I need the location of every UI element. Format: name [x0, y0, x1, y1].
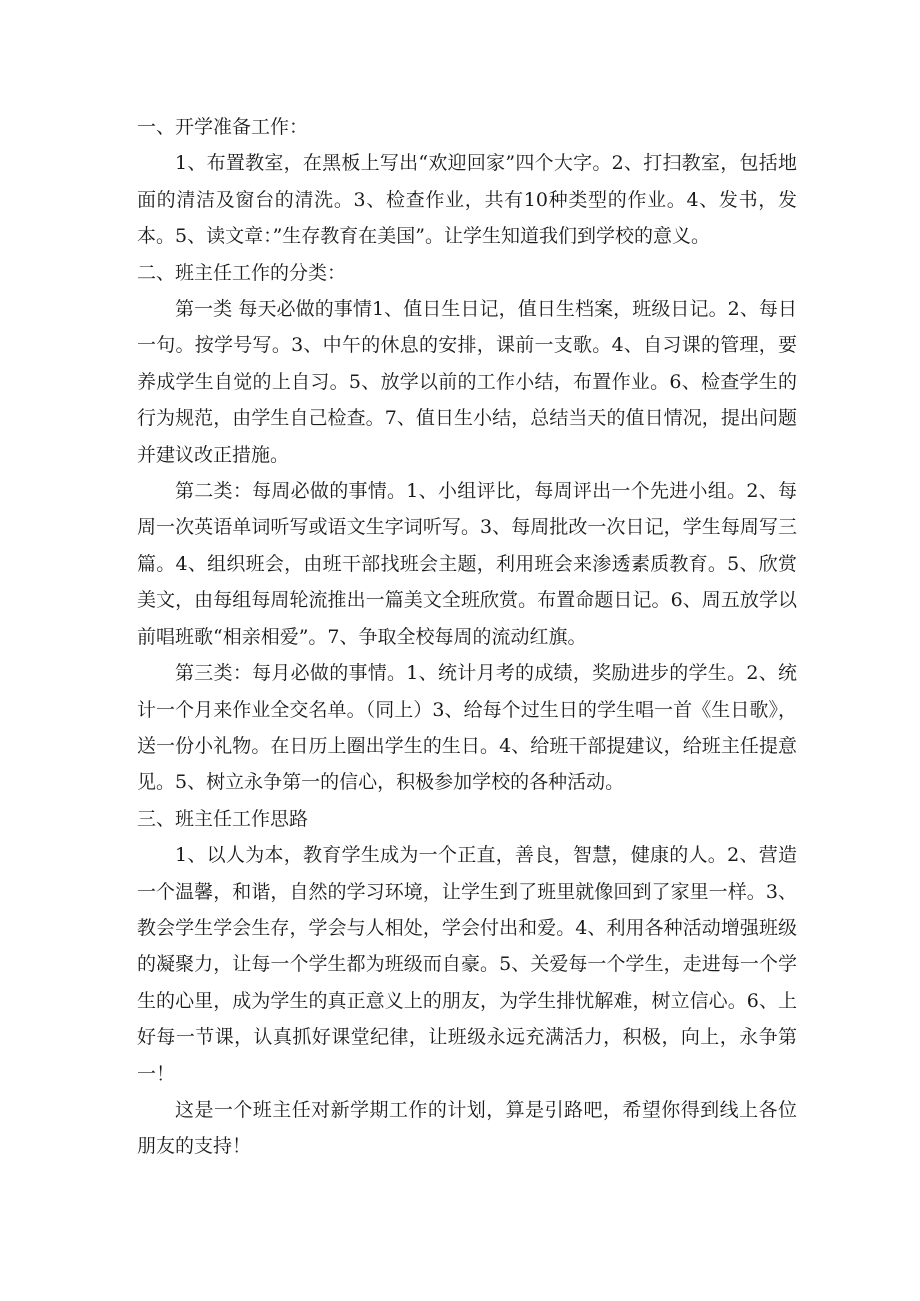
document-body — [137, 109, 797, 1165]
section-heading-classification: 二、班主任工作的分类： — [137, 261, 347, 284]
category-monthly-paragraph: 第三类：每月必做的事情。1、统计月考的成绩，奖励进步的学生。2、统计一个月来作业全交名单。（同上）3、给每个过生日的学生唱一首《生日歌》，送一份小礼物。在日历上圈出学生的生日。4、给班干部提建议，给班主任提意见。5、树立永争第一的信心，积极参加学校的各种活动。 — [137, 662, 797, 794]
category-daily-paragraph: 第一类 每天必做的事情1、值日生日记，值日生档案，班级日记。2、每日一句。按学号写。3、中午的休息的安排，课前一支歌。4、自习课的管理，要养成学生自觉的上自习。5、放学以前的工作小结，布置作业。6、检查学生的行为规范，由学生自己检查。7、值日生小结，总结当天的值日情况，提出问题并建议改正措施。 — [137, 298, 797, 466]
section-heading-preparation: 一、开学准备工作： — [137, 116, 309, 138]
closing-paragraph: 这是一个班主任对新学期工作的计划，算是引路吧，希望你得到线上各位朋友的支持！ — [137, 1098, 797, 1158]
approach-paragraph: 1、以人为本，教育学生成为一个正直，善良，智慧，健康的人。2、营造一个温馨，和谐，自然的学习环境，让学生到了班里就像回到了家里一样。3、教会学生学会生存，学会与人相处，学会付出和爱。4、利用各种活动增强班级的凝聚力，让每一个学生都为班级而自豪。5、关爱每一个学生，走进每一个学生的心里，成为学生的真正意义上的朋友，为学生排忧解难，树立信心。6、上好每一节课，认真抓好课堂纪律，让班级永远充满活力，积极，向上，永争第一！ — [137, 844, 797, 1085]
preparation-paragraph: 1、布置教室，在黑板上写出“欢迎回家”四个大字。2、打扫教室，包括地面的清洁及窗台的清洗。3、检查作业，共有10种类型的作业。4、发书，发本。5、读文章：”生存教育在美国”。让学生知道我们到学校的意义。 — [137, 152, 797, 248]
category-weekly-paragraph: 第二类：每周必做的事情。1、小组评比，每周评出一个先进小组。2、每周一次英语单词听写或语文生字词听写。3、每周批改一次日记，学生每周写三篇。4、组织班会，由班干部找班会主题，利用班会来渗透素质教育。5、欣赏美文，由每组每周轮流推出一篇美文全班欣赏。布置命题日记。6、周五放学以前唱班歌“相亲相爱”。7、争取全校每周的流动红旗。 — [137, 480, 797, 648]
section-heading-approach: 三、班主任工作思路 — [137, 807, 309, 830]
